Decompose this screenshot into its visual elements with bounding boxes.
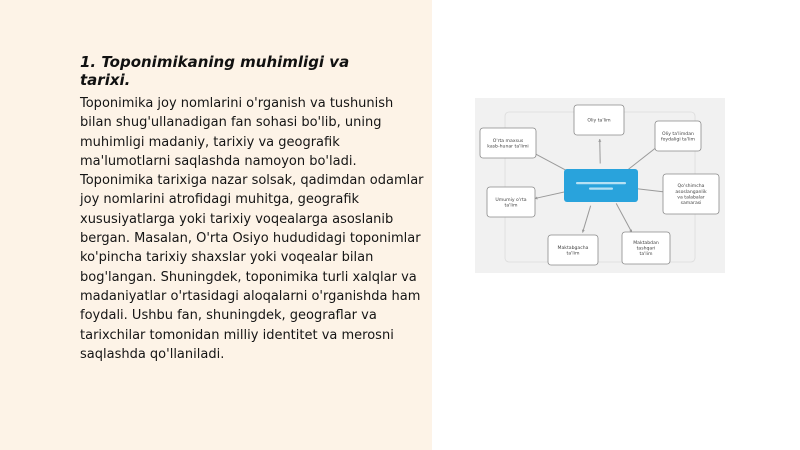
slide-body-text: Toponimika joy nomlarini o'rganish va tushunish bilan shug'ullanadigan fan sohasi bo'lib, uning muhimligi madaniy, tarixiy va geografik ma'lumotlarni saqlashda namoyon bo'ladi. Toponimika tarixiga nazar solsak, qadimdan odamlar joy nomlarini atrofidagi muhitga, geografik xususiyatlarga yoki tarixiy voqealarga asoslanib bergan. Masalan, O'rta Osiyo hududidagi toponimlar ko'pincha tarixiy shaxslar yoki voqealar bilan bog'langan. Shuningdek, toponimika turli xalqlar va madaniyatlar o'rtasidagi aloqalarni o'rganishda ham foydali. Ushbu fan, shuningdek, geograflar va tarixchilar tomonidan milliy identitet va merosni saqlashda qo'llaniladi. [80, 96, 424, 362]
diagram-node-label: va talabalar [677, 195, 705, 201]
diagram-node-label: Qo'shimcha [677, 184, 705, 190]
slide-heading: 1. Toponimikaning muhimligi va tarixi. [80, 53, 350, 89]
diagram-node-label: foydaligi ta'lim [661, 137, 695, 143]
mind-map-diagram [475, 98, 725, 273]
diagram-node-label: Oliy ta'limdan [662, 131, 694, 137]
diagram-center-text-line [589, 188, 613, 190]
diagram-node-label: Maktabgacha [557, 245, 589, 251]
diagram-node-label: Maktabdan [633, 241, 659, 246]
diagram-node-label: Oliy ta'lim [587, 118, 611, 124]
diagram-node-label: samarasi [680, 201, 702, 206]
diagram-node-label: Umumiy o'rta [495, 197, 527, 203]
diagram-node-label: kasb-hunar ta'limi [487, 144, 529, 150]
diagram-node-label: asoslanganlik [675, 189, 707, 195]
diagram-node-label: ta'lim [639, 252, 653, 258]
diagram-node-label: ta'lim [566, 251, 580, 257]
diagram-node-label: tashqari [636, 246, 656, 252]
diagram-center-text-line [576, 182, 626, 184]
diagram-node-label: ta'lim [504, 203, 518, 209]
diagram-node-label: O'rta maxsus [492, 138, 524, 144]
diagram-center-box [564, 169, 638, 202]
mind-map-svg [475, 98, 725, 273]
